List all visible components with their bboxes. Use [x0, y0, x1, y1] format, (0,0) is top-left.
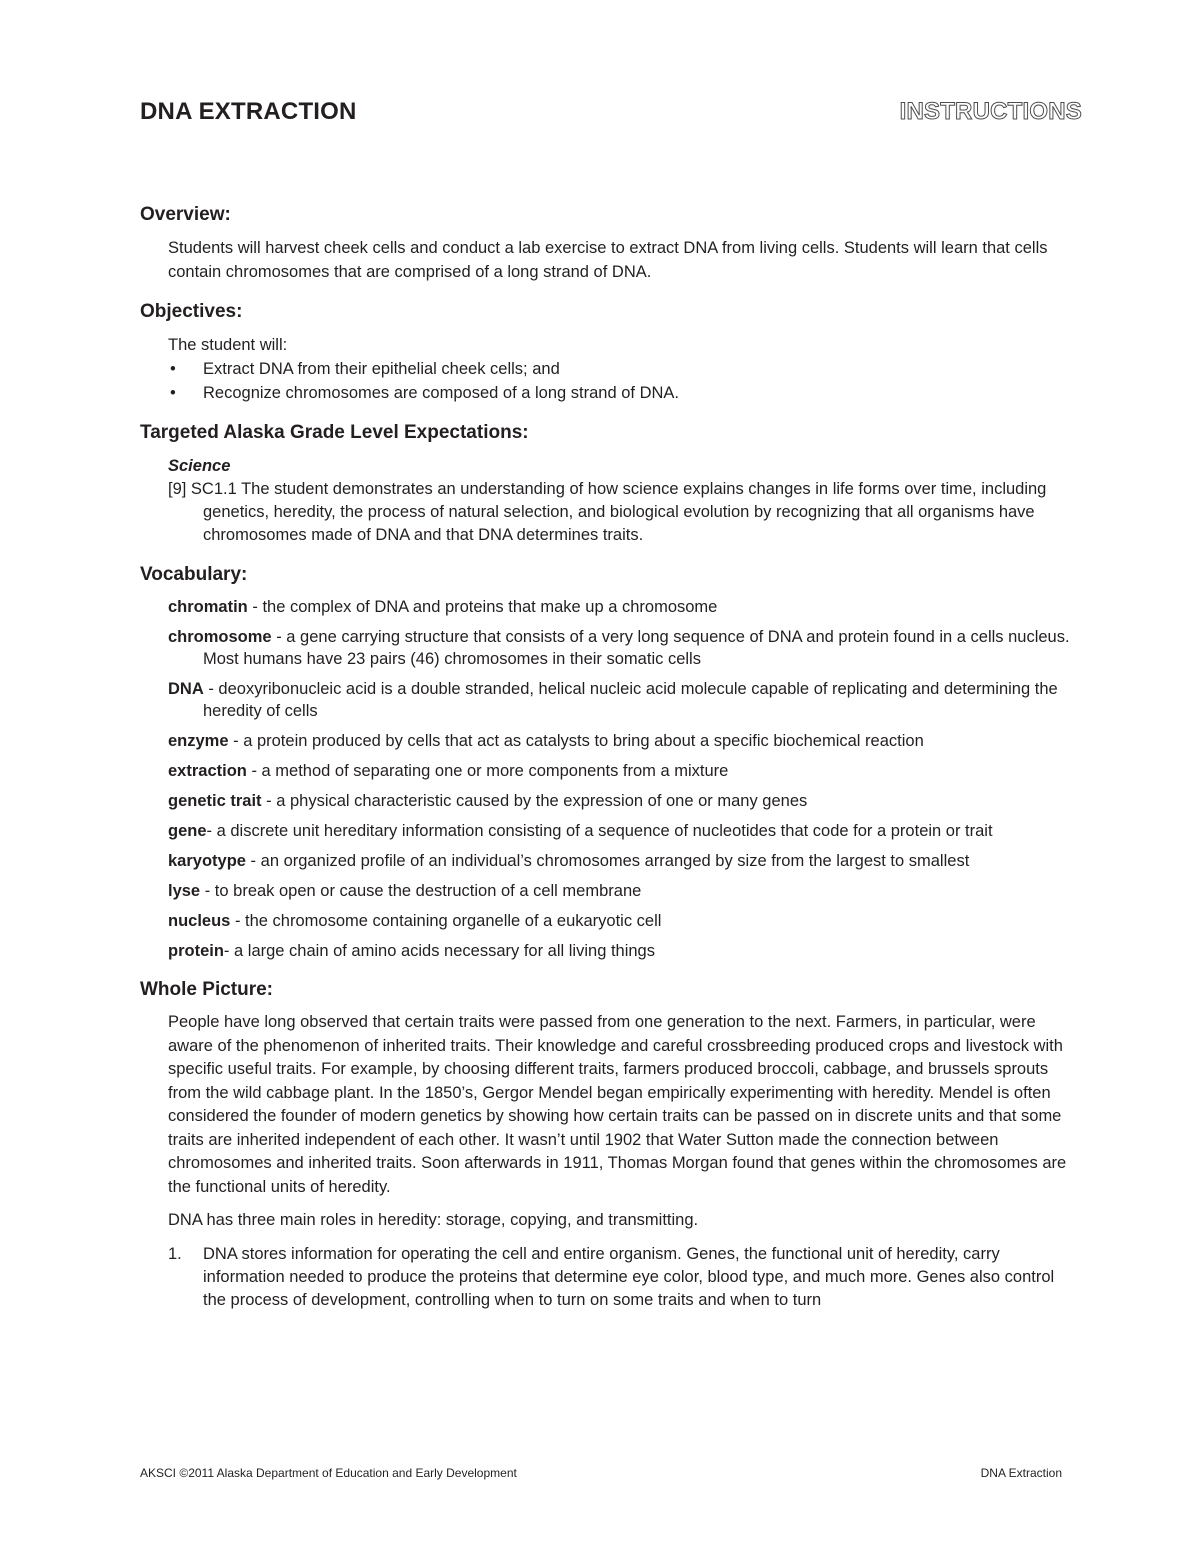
vocab-term: lyse — [168, 882, 201, 900]
vocab-term: enzyme — [168, 732, 229, 750]
vocab-definition: a physical characteristic caused by the expression of one or many genes — [276, 792, 808, 810]
bullet-icon: • — [170, 360, 176, 378]
vocab-definition: a method of separating one or more components from a mixture — [261, 762, 729, 780]
vocab-item: chromatin - the complex of DNA and proteins that make up a chromosome — [168, 598, 718, 616]
vocab-item: chromosome - a gene carrying structure that consists of a very long sequence of DNA and protein found in a cells nucleus. Most humans have 23 pairs (46) chromosomes in their somatic cells — [168, 628, 1070, 668]
footer-copyright: AKSCI ©2011 Alaska Department of Education and Early Development — [140, 1466, 517, 1480]
vocab-definition: a protein produced by cells that act as catalysts to bring about a specific biochemical reaction — [243, 732, 924, 750]
vocab-item: DNA - deoxyribonucleic acid is a double stranded, helical nucleic acid molecule capable of replicating and determining the heredity of cells — [168, 680, 1058, 720]
gle-section — [140, 422, 1080, 547]
overview-heading: Overview: — [140, 204, 231, 225]
document-title: DNA EXTRACTION — [140, 98, 357, 125]
vocab-term: chromatin — [168, 598, 248, 616]
vocab-item: enzyme - a protein produced by cells that act as catalysts to bring about a specific biochemical reaction — [168, 732, 924, 750]
vocab-term: nucleus — [168, 912, 231, 930]
document-body — [140, 204, 1080, 1329]
vocab-item: karyotype - an organized profile of an individual’s chromosomes arranged by size from the largest to smallest — [168, 852, 970, 870]
whole-picture-section — [140, 979, 1080, 1312]
objective-item: • Extract DNA from their epithelial cheek cells; and — [168, 357, 1080, 381]
vocabulary-heading: Vocabulary: — [140, 564, 248, 585]
roles-list-item: 1. DNA stores information for operating the cell and entire organism. Genes, the functional unit of heredity, carry information needed to produce the proteins that determine eye color, blood type, and much more. Genes also control the process of development, controlling when to turn on some traits and when to turn — [168, 1244, 1055, 1309]
vocab-item: lyse - to break open or cause the destruction of a cell membrane — [168, 882, 642, 900]
roles-list — [168, 1243, 1080, 1312]
vocab-definition: the complex of DNA and proteins that make up a chromosome — [262, 598, 718, 616]
objectives-intro: The student will: — [168, 336, 288, 354]
vocab-definition: a large chain of amino acids necessary for all living things — [234, 942, 655, 960]
vocab-item: protein- a large chain of amino acids necessary for all living things — [168, 942, 655, 960]
vocab-definition: a gene carrying structure that consists of a very long sequence of DNA and protein found in a cells nucleus. Most humans have 23 pairs (46) chromosomes in their somatic cells — [203, 628, 1070, 668]
vocab-term: karyotype — [168, 852, 246, 870]
vocab-definition: deoxyribonucleic acid is a double stranded, helical nucleic acid molecule capable of replicating and determining the heredity of cells — [203, 680, 1058, 720]
whole-picture-paragraph: DNA has three main roles in heredity: storage, copying, and transmitting. — [168, 1211, 699, 1229]
footer-doc-name: DNA Extraction — [980, 1466, 1062, 1480]
vocab-definition: an organized profile of an individual’s chromosomes arranged by size from the largest to smallest — [260, 852, 970, 870]
objectives-list — [168, 357, 1080, 405]
vocab-definition: to break open or cause the destruction of a cell membrane — [214, 882, 642, 900]
vocab-term: extraction — [168, 762, 247, 780]
gle-text: [9] SC1.1 The student demonstrates an understanding of how science explains changes in life forms over time, including genetics, heredity, the process of natural selection, and biological evolution by recognizing that all organisms have chromosomes made of DNA and that DNA determines traits. — [168, 480, 1047, 544]
whole-picture-paragraph: People have long observed that certain traits were passed from one generation to the next. Farmers, in particular, were aware of the phenomenon of inherited traits. Their knowledge and careful crossbreeding produced crops and livestock with specific useful traits. For example, by choosing different traits, farmers produced broccoli, cabbage, and brussels sprouts from the wild cabbage plant. In the 1850’s, Gergor Mendel began empirically experimenting with heredity. Mendel is often considered the founder of modern genetics by showing how certain traits can be passed on in discrete units and that some traits are inherited independent of each other. It wasn’t until 1902 that Water Sutton made the connection between chromosomes and inherited traits. Soon afterwards in 1911, Thomas Morgan found that genes within the chromosomes are the functional units of heredity. — [168, 1013, 1067, 1196]
objectives-section — [140, 301, 1080, 405]
vocab-term: genetic trait — [168, 792, 262, 810]
vocab-item: nucleus - the chromosome containing organelle of a eukaryotic cell — [168, 912, 662, 930]
objectives-heading: Objectives: — [140, 301, 243, 322]
gle-subject: Science — [168, 457, 231, 475]
vocab-term: protein — [168, 942, 224, 960]
overview-section — [140, 204, 1080, 284]
list-number: 1. — [168, 1244, 182, 1263]
vocab-item: gene- a discrete unit hereditary information consisting of a sequence of nucleotides that code for a protein or trait — [168, 822, 993, 840]
objective-item: • Recognize chromosomes are composed of a long strand of DNA. — [168, 381, 1080, 405]
vocab-term: DNA — [168, 680, 204, 698]
gle-heading: Targeted Alaska Grade Level Expectations: — [140, 422, 529, 443]
vocab-item: genetic trait - a physical characteristic caused by the expression of one or many genes — [168, 792, 808, 810]
document-type-label: INSTRUCTIONS — [899, 98, 1082, 125]
vocabulary-section — [140, 564, 1080, 962]
vocab-definition: the chromosome containing organelle of a eukaryotic cell — [245, 912, 662, 930]
whole-picture-heading: Whole Picture: — [140, 979, 274, 1000]
vocab-item: extraction - a method of separating one or more components from a mixture — [168, 762, 729, 780]
vocabulary-list — [168, 596, 1080, 962]
bullet-icon: • — [170, 384, 176, 402]
vocab-term: gene — [168, 822, 207, 840]
vocab-term: chromosome — [168, 628, 272, 646]
overview-text: Students will harvest cheek cells and conduct a lab exercise to extract DNA from living cells. Students will learn that cells contain chromosomes that are comprised of a long strand of DNA. — [168, 239, 1048, 281]
vocab-definition: a discrete unit hereditary information consisting of a sequence of nucleotides that code for a protein or trait — [216, 822, 993, 840]
